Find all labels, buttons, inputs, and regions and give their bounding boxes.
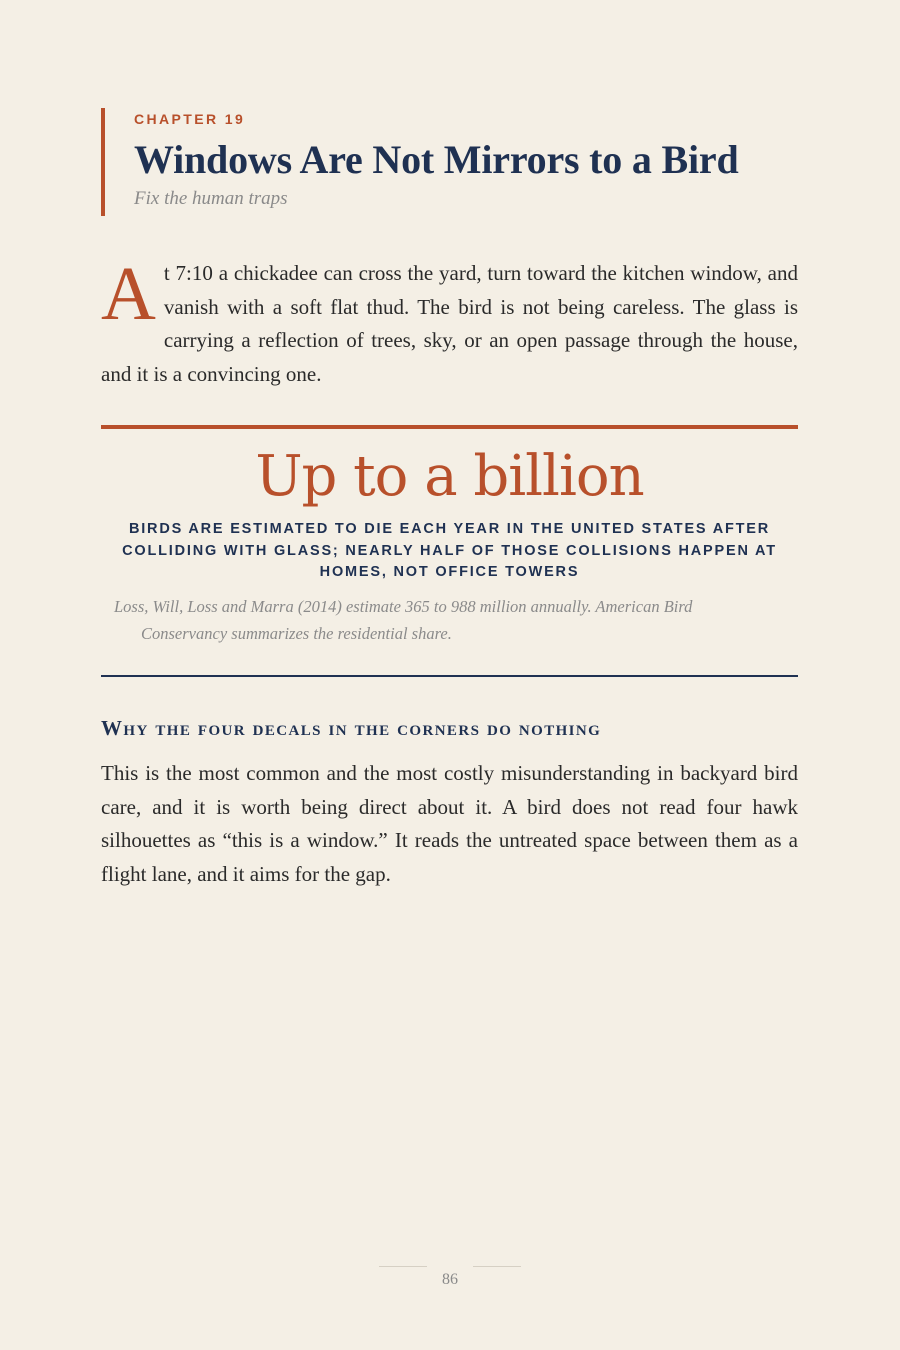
chapter-label: CHAPTER 19 (134, 111, 246, 127)
chapter-header (101, 108, 761, 216)
drop-cap: A (101, 252, 156, 336)
stat-source-note: Loss, Will, Loss and Marra (2014) estimate 365 to 988 million annually. American Bird Conservancy summarizes the residential share. (114, 597, 693, 643)
footer-rule-left (379, 1266, 427, 1267)
intro-text: t 7:10 a chickadee can cross the yard, turn toward the kitchen window, and vanish with a soft flat thud. The bird is not being careless. The glass is carrying a reflection of trees, sky, or an open passage through the house, and it is a convincing one. (101, 261, 798, 386)
stat-top-rule (101, 425, 798, 429)
section-paragraph: This is the most common and the most costly misunderstanding in backyard bird care, and it is worth being direct about it. A bird does not read four hawk silhouettes as “this is a window.” It reads the untreated space between them as a flight lane, and it aims for the gap. (101, 761, 798, 886)
stat-caption: BIRDS ARE ESTIMATED TO DIE EACH YEAR IN THE UNITED STATES AFTER COLLIDING WITH GLASS; NEARLY HALF OF THOSE COLLISIONS HAPPEN AT HOMES, NOT OFFICE TOWERS (122, 521, 777, 580)
stat-headline: Up to a billion (255, 444, 644, 509)
stat-bottom-rule (101, 675, 798, 677)
footer-rule-right (473, 1266, 521, 1267)
page-number: 86 (442, 1271, 458, 1288)
intro-paragraph (101, 252, 798, 391)
chapter-subtitle: Fix the human traps (134, 188, 288, 209)
chapter-title: Windows Are Not Mirrors to a Bird (134, 137, 739, 182)
section-heading: Why the four decals in the corners do nothing (101, 716, 602, 740)
